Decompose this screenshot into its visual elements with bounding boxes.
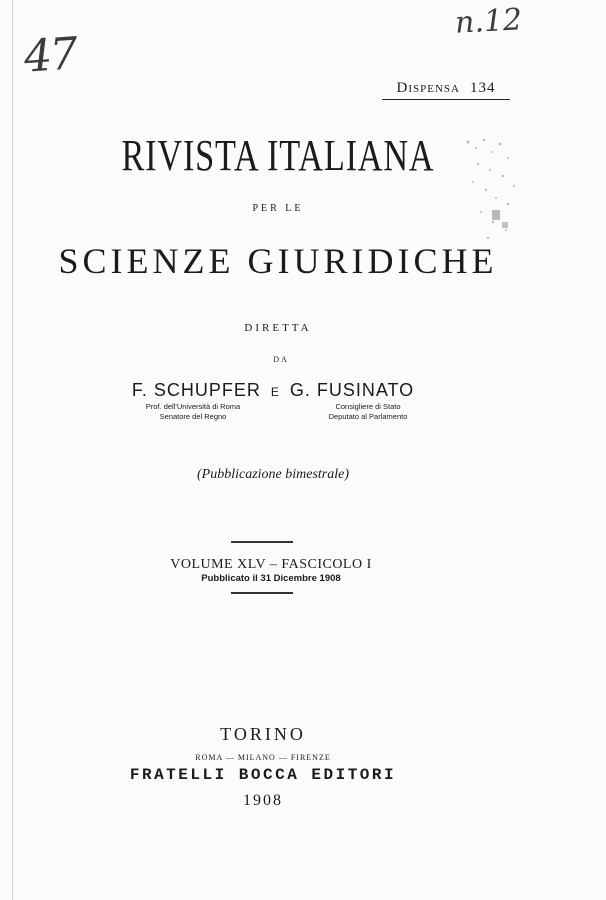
editor-second-affiliation-1: Consigliere di Stato xyxy=(335,402,401,411)
dispensa-box xyxy=(382,72,510,100)
editor-first-affiliation-2: Senatore del Regno xyxy=(159,412,227,421)
handwritten-shelfmark: 47 xyxy=(22,28,78,83)
imprint-year: 1908 xyxy=(243,792,283,809)
journal-title-line2: SCIENZE GIURIDICHE xyxy=(58,241,498,281)
dispensa-number: 134 xyxy=(469,80,496,96)
editor-first-affiliation-1: Prof. dell'Università di Roma xyxy=(145,402,241,411)
handwritten-number: n.12 xyxy=(454,2,523,41)
editor-second-affiliation xyxy=(298,402,438,422)
title-connector: PER LE xyxy=(252,203,304,214)
scan-margin-line xyxy=(12,0,13,900)
divider-top xyxy=(231,541,293,543)
editors-conjunction: E xyxy=(270,385,280,399)
divider-bottom xyxy=(231,592,293,594)
imprint-publisher: FRATELLI BOCCA EDITORI xyxy=(129,766,397,784)
editor-second-affiliation-2: Deputato al Parlamento xyxy=(328,412,408,421)
publication-date: Pubblicato il 31 Dicembre 1908 xyxy=(201,573,341,584)
journal-title-line1: RIVISTA ITALIANA xyxy=(121,131,435,180)
volume-issue: VOLUME XLV – FASCICOLO I xyxy=(170,557,372,572)
publication-frequency: (Pubblicazione bimestrale) xyxy=(196,467,350,482)
diretta-label: DIRETTA xyxy=(244,322,312,334)
imprint-city: TORINO xyxy=(220,724,306,744)
editor-first-name: F. SCHUPFER xyxy=(131,380,261,400)
da-label: DA xyxy=(273,355,289,364)
imprint-other-cities: ROMA — MILANO — FIRENZE xyxy=(195,753,331,762)
dispensa-label: Dispensa xyxy=(396,80,460,96)
editors-line xyxy=(0,380,576,401)
editor-second-name: G. FUSINATO xyxy=(289,380,415,400)
editor-first-affiliation xyxy=(118,402,268,422)
